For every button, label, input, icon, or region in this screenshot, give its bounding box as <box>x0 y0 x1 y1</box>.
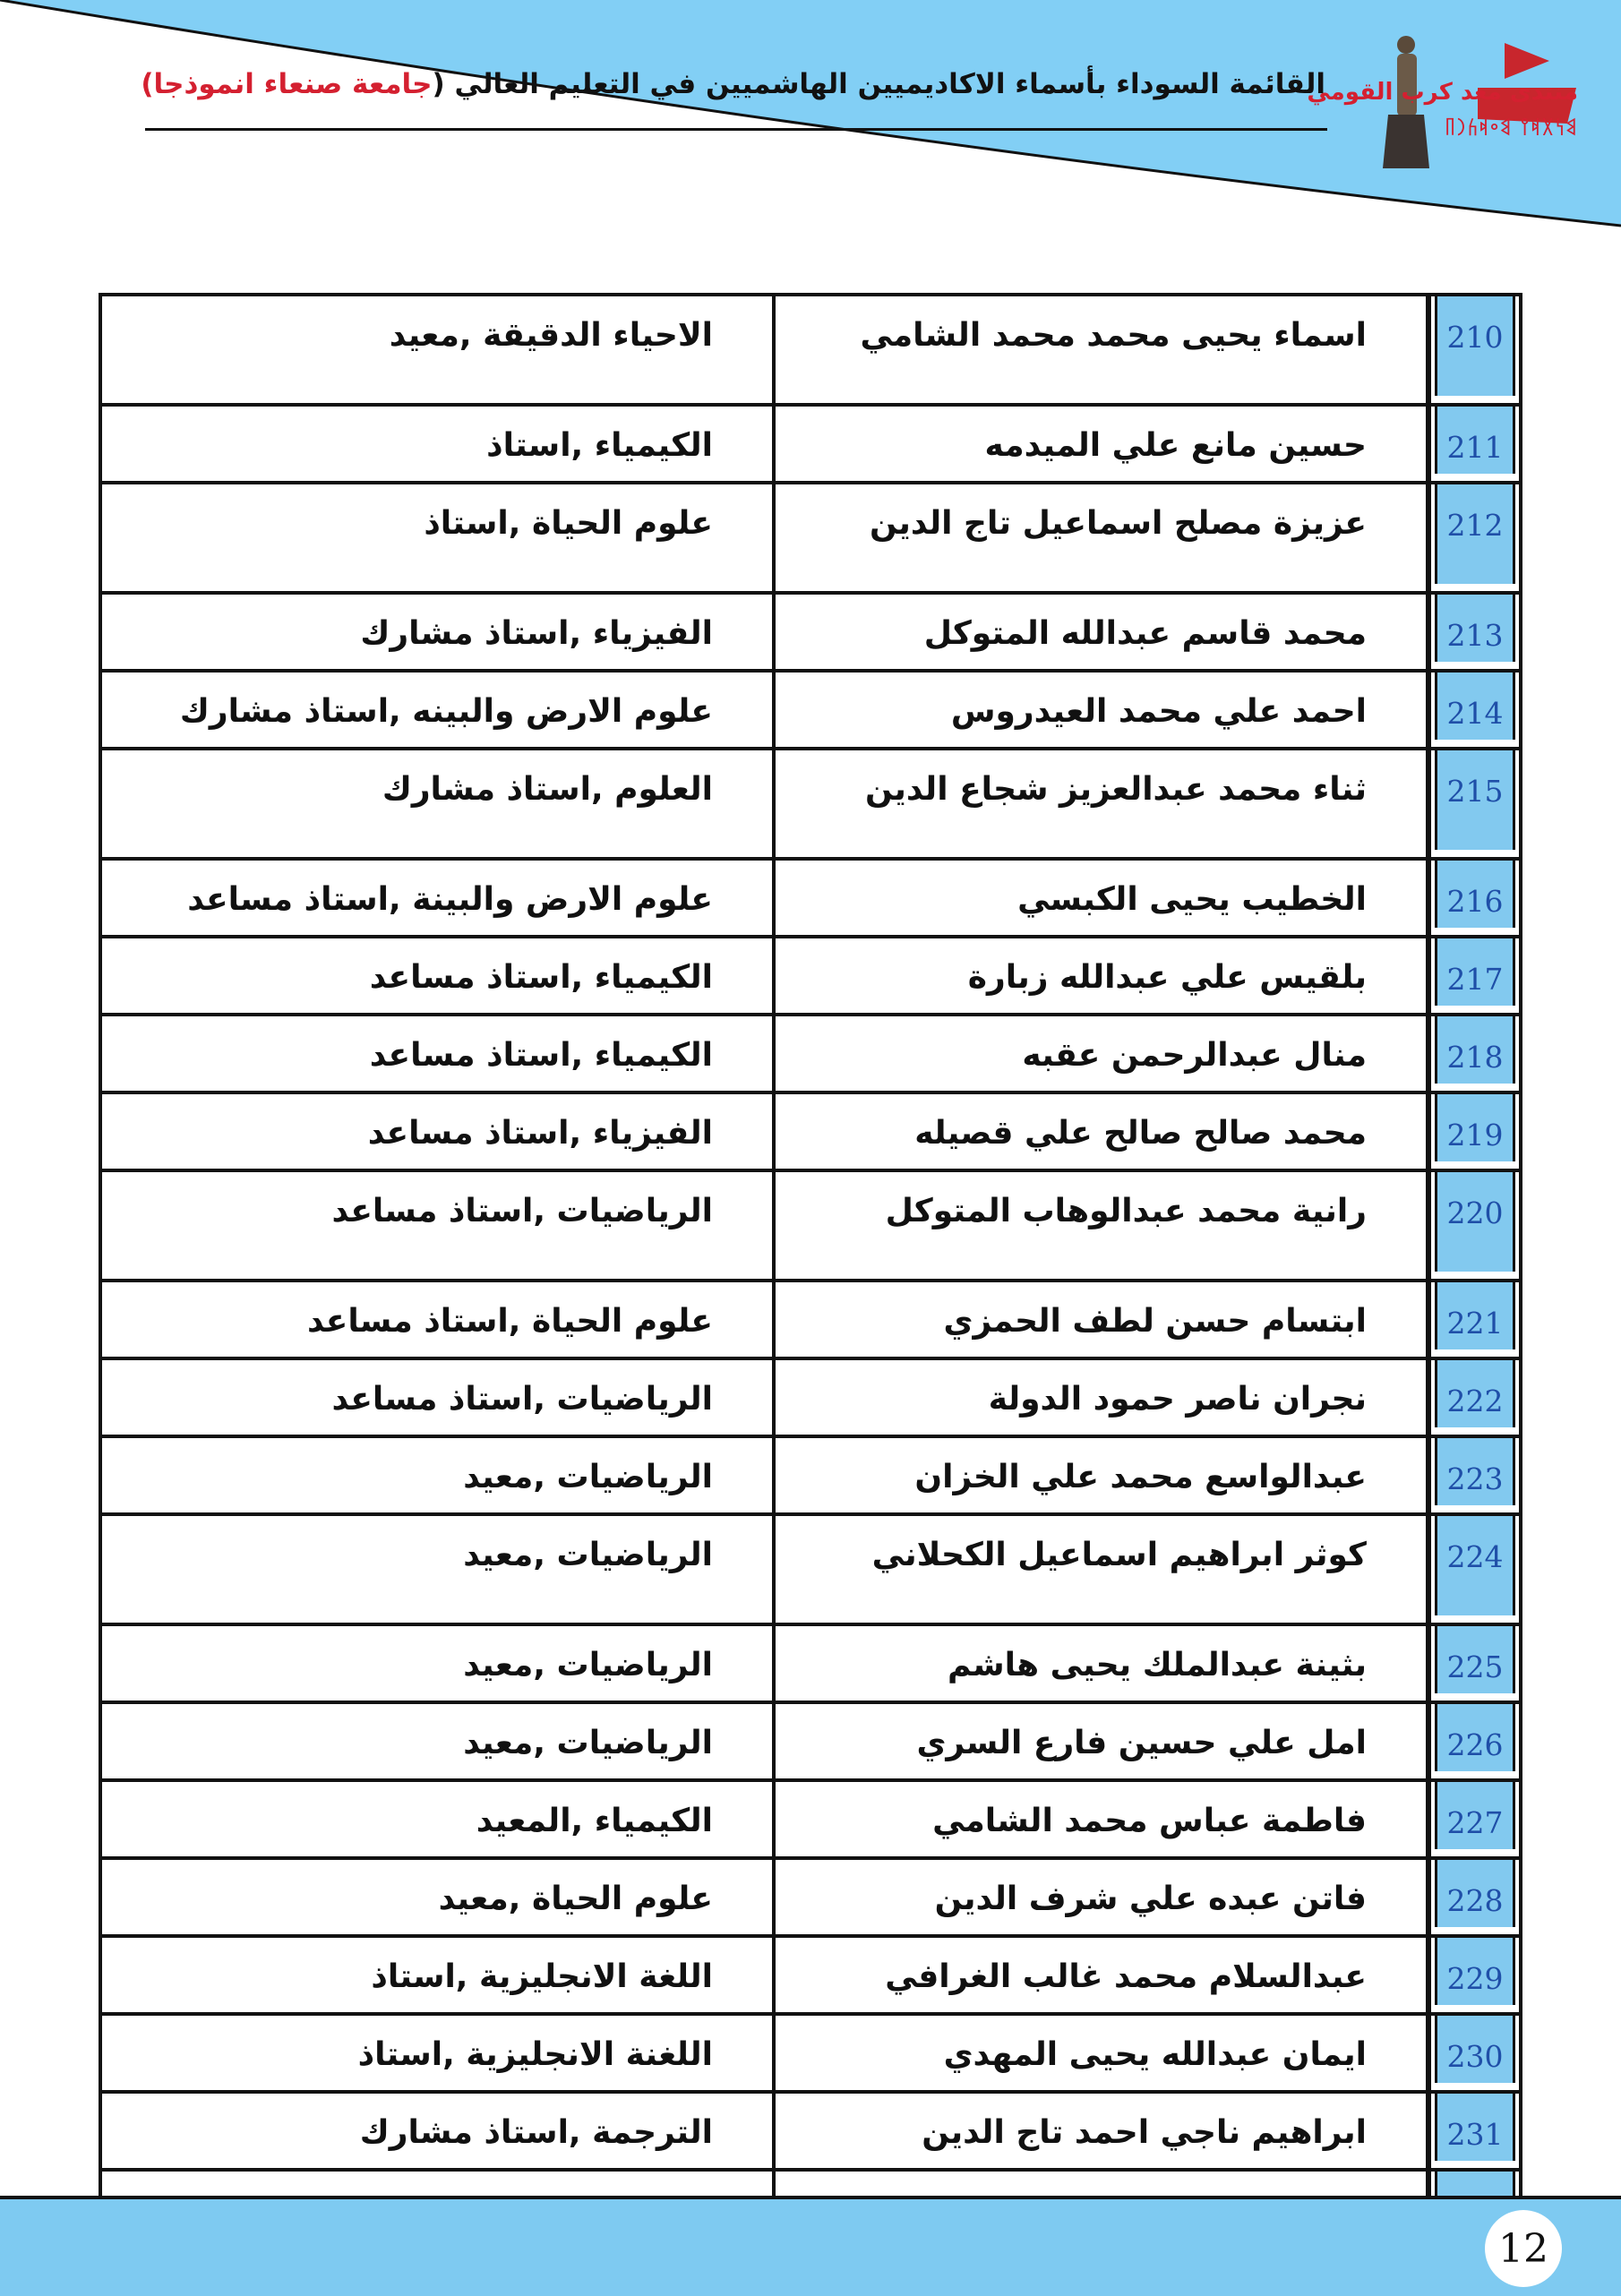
logo-name: منتدى معد كرب القومي <box>1307 79 1578 106</box>
row-number: 221 <box>1435 1282 1515 1349</box>
department-rank: الفيزياء ,استاذ مشارك <box>100 593 774 671</box>
academic-name: احمد علي محمد العيدروس <box>774 671 1428 749</box>
row-number: 230 <box>1435 2016 1515 2083</box>
academic-name: عزيزة مصلح اسماعيل تاج الدين <box>774 483 1428 593</box>
row-number: 218 <box>1435 1016 1515 1084</box>
department-rank: اللغة الانجليزية ,استاذ <box>100 1936 774 2014</box>
table-row <box>100 1624 1521 1702</box>
academic-name: ايمان عبدالله يحيى المهدي <box>774 2014 1428 2092</box>
table-row <box>100 1092 1521 1170</box>
page-title <box>141 68 1325 100</box>
department-rank: الفيزياء ,استاذ مساعد <box>100 1092 774 1170</box>
table-body <box>100 295 1521 2248</box>
row-number: 211 <box>1435 407 1515 474</box>
academic-name: فاتن عبده علي شرف الدين <box>774 1858 1428 1936</box>
forum-logo <box>1307 25 1585 177</box>
row-number-cell <box>1428 1281 1521 1358</box>
table-row <box>100 1281 1521 1358</box>
table-row <box>100 2092 1521 2170</box>
department-rank: الترجمة ,استاذ مشارك <box>100 2092 774 2170</box>
academic-name: بثينة عبدالملك يحيى هاشم <box>774 1624 1428 1702</box>
academic-name: ابراهيم ناجي احمد تاج الدين <box>774 2092 1428 2170</box>
department-rank: علوم الحياة ,استاذ <box>100 483 774 593</box>
row-number: 212 <box>1435 484 1515 584</box>
department-rank: الرياضيات ,استاذ مساعد <box>100 1358 774 1436</box>
academic-name: فاطمة عباس محمد الشامي <box>774 1780 1428 1858</box>
table-row <box>100 671 1521 749</box>
academic-name: منال عبدالرحمن عقبه <box>774 1015 1428 1092</box>
academics-table <box>99 293 1522 2249</box>
department-rank: الكيمياء ,استاذ مساعد <box>100 1015 774 1092</box>
table-row <box>100 1936 1521 2014</box>
academic-name: عبدالسلام محمد غالب الغرافي <box>774 1936 1428 2014</box>
department-rank: علوم الارض والبينه ,استاذ مشارك <box>100 671 774 749</box>
footer-bar <box>0 2196 1621 2296</box>
department-rank: الرياضيات ,معيد <box>100 1702 774 1780</box>
academic-name: ثناء محمد عبدالعزيز شجاع الدين <box>774 749 1428 859</box>
table-row <box>100 749 1521 859</box>
table-row <box>100 483 1521 593</box>
department-rank: علوم الحياة ,استاذ مساعد <box>100 1281 774 1358</box>
row-number-cell <box>1428 1780 1521 1858</box>
academic-name: حسين مانع علي الميدمه <box>774 405 1428 483</box>
row-number: 214 <box>1435 673 1515 740</box>
row-number-cell <box>1428 1514 1521 1624</box>
row-number-cell <box>1428 937 1521 1015</box>
academic-name: بلقيس علي عبدالله زبارة <box>774 937 1428 1015</box>
row-number-cell <box>1428 1092 1521 1170</box>
table-row <box>100 405 1521 483</box>
department-rank: الرياضيات ,استاذ مساعد <box>100 1170 774 1281</box>
table-row <box>100 859 1521 937</box>
page-number: 12 <box>1485 2210 1562 2287</box>
title-main: القائمة السوداء بأسماء الاكاديميين الهاشميين في التعليم العالي ( <box>432 68 1325 100</box>
row-number-cell <box>1428 671 1521 749</box>
row-number-cell <box>1428 1858 1521 1936</box>
department-rank: الكيمياء ,استاذ مساعد <box>100 937 774 1015</box>
table-row <box>100 1514 1521 1624</box>
table-row <box>100 1015 1521 1092</box>
row-number: 226 <box>1435 1704 1515 1771</box>
department-rank: اللغنة الانجليزية ,استاذ <box>100 2014 774 2092</box>
row-number-cell <box>1428 2014 1521 2092</box>
row-number: 210 <box>1435 296 1515 396</box>
row-number-cell <box>1428 2092 1521 2170</box>
row-number-cell <box>1428 1936 1521 2014</box>
row-number: 225 <box>1435 1626 1515 1693</box>
row-number-cell <box>1428 1015 1521 1092</box>
table-row <box>100 937 1521 1015</box>
title-underline <box>145 128 1327 131</box>
row-number-cell <box>1428 593 1521 671</box>
academic-name: نجران ناصر حمود الدولة <box>774 1358 1428 1436</box>
department-rank: علوم الحياة ,معيد <box>100 1858 774 1936</box>
academic-name: الخطيب يحيى الكبسي <box>774 859 1428 937</box>
table-row <box>100 1436 1521 1514</box>
row-number: 227 <box>1435 1782 1515 1849</box>
row-number: 228 <box>1435 1860 1515 1927</box>
row-number-cell <box>1428 483 1521 593</box>
title-highlight: جامعة صنعاء انموذجا <box>153 68 433 100</box>
row-number: 229 <box>1435 1938 1515 2005</box>
row-number: 219 <box>1435 1094 1515 1161</box>
academic-name: رانية محمد عبدالوهاب المتوكل <box>774 1170 1428 1281</box>
row-number-cell <box>1428 1436 1521 1514</box>
academic-name: محمد قاسم عبدالله المتوكل <box>774 593 1428 671</box>
department-rank: الرياضيات ,معيد <box>100 1514 774 1624</box>
row-number-cell <box>1428 1702 1521 1780</box>
academic-name: ابتسام حسن لطف الحمزي <box>774 1281 1428 1358</box>
department-rank: العلوم ,استاذ مشارك <box>100 749 774 859</box>
row-number: 215 <box>1435 750 1515 850</box>
table-row <box>100 1780 1521 1858</box>
row-number: 220 <box>1435 1172 1515 1272</box>
academic-name: محمد صالح صالح علي قصيله <box>774 1092 1428 1170</box>
table-row <box>100 2014 1521 2092</box>
row-number-cell <box>1428 405 1521 483</box>
department-rank: الاحياء الدقيقة ,معيد <box>100 295 774 405</box>
row-number-cell <box>1428 749 1521 859</box>
row-number: 222 <box>1435 1360 1515 1427</box>
row-number: 216 <box>1435 861 1515 928</box>
department-rank: الرياضيات ,معيد <box>100 1624 774 1702</box>
row-number: 213 <box>1435 595 1515 662</box>
table-row <box>100 295 1521 405</box>
table-row <box>100 1170 1521 1281</box>
academic-name: كوثر ابراهيم اسماعيل الكحلاني <box>774 1514 1428 1624</box>
department-rank: علوم الارض والبينة ,استاذ مساعد <box>100 859 774 937</box>
row-number-cell <box>1428 859 1521 937</box>
title-close: ) <box>141 68 154 100</box>
department-rank: الكيمياء ,المعيد <box>100 1780 774 1858</box>
row-number: 223 <box>1435 1438 1515 1505</box>
row-number: 217 <box>1435 938 1515 1006</box>
academic-name: اسماء يحيى محمد محمد الشامي <box>774 295 1428 405</box>
row-number-cell <box>1428 1170 1521 1281</box>
department-rank: الرياضيات ,معيد <box>100 1436 774 1514</box>
table-row <box>100 593 1521 671</box>
logo-tagline: 𐩣𐩬𐩩𐩵𐩺 𐩣𐩲𐩵𐩫𐩧𐩨 <box>1444 118 1578 141</box>
row-number: 231 <box>1435 2094 1515 2161</box>
table-row <box>100 1358 1521 1436</box>
table-row <box>100 1858 1521 1936</box>
academic-name: امل علي حسين فارع السري <box>774 1702 1428 1780</box>
academic-name: عبدالواسع محمد علي الخزان <box>774 1436 1428 1514</box>
row-number: 224 <box>1435 1516 1515 1615</box>
row-number-cell <box>1428 1624 1521 1702</box>
department-rank: الكيمياء ,استاذ <box>100 405 774 483</box>
row-number-cell <box>1428 295 1521 405</box>
row-number-cell <box>1428 1358 1521 1436</box>
table-row <box>100 1702 1521 1780</box>
